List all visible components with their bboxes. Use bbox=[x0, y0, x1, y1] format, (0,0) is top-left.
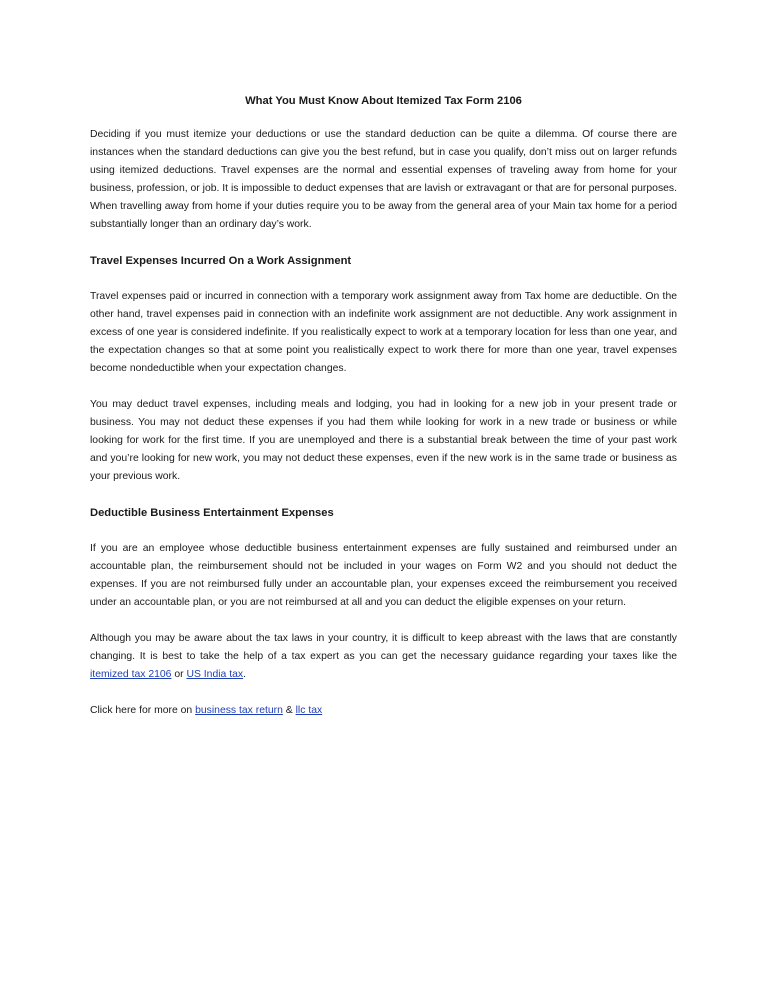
llc-tax-link[interactable]: llc tax bbox=[295, 705, 323, 716]
entertainment-expenses-paragraph-1: If you are an employee whose deductible business entertainment expenses are fully sustained and reimbursed under an accountable plan, the reimbursement should not be included in your wages on Form W2 and you should not deduct the expenses. If you are not reimbursed fully under an accountable plan, your expenses exceed the reimbursement you received under an accountable plan, or you are not reimbursed at all and you can deduct the eligible expenses on your return. bbox=[90, 543, 677, 608]
paragraph-text-between: or bbox=[171, 669, 187, 680]
document-title: What You Must Know About Itemized Tax Form 2106 bbox=[245, 95, 522, 107]
paragraph-text-end: . bbox=[243, 669, 246, 680]
intro-paragraph: Deciding if you must itemize your deductions or use the standard deduction can be quite a dilemma. Of course there are instances when the standard deductions can give you the best refund, but in case you qualify, don’t miss out on larger refunds using itemized deductions. Travel expenses are the normal and essential expenses of traveling away from home for your business, profession, or job. It is impossible to deduct expenses that are lavish or extravagant or that are for personal purposes. When travelling away from home if your duties require you to be away from the general area of your Main tax home for a period substantially longer than an ordinary day’s work. bbox=[90, 129, 677, 230]
more-info-between: & bbox=[282, 705, 296, 716]
business-tax-return-link[interactable]: business tax return bbox=[195, 705, 283, 716]
section-heading-entertainment-expenses: Deductible Business Entertainment Expenses bbox=[90, 507, 334, 519]
travel-expenses-paragraph-1: Travel expenses paid or incurred in connection with a temporary work assignment away from Tax home are deductible. On the other hand, travel expenses paid in connection with an indefinite work assignment are not deductible. Any work assignment in excess of one year is considered indefinite. If you realistically expect to work at a temporary location for less than one year, and the expectation changes so that at some point you realistically expect to work there for more than one year, travel expenses become nondeductible when your expectation changes. bbox=[90, 291, 677, 374]
paragraph-text: Although you may be aware about the tax laws in your country, it is difficult to keep abreast with the laws that are constantly changing. It is best to take the help of a tax expert as you can get the necessary guidance regarding your taxes like the bbox=[90, 633, 677, 662]
more-info-text: Click here for more on bbox=[90, 705, 196, 716]
entertainment-expenses-paragraph-2 bbox=[90, 630, 677, 684]
section-heading-travel-expenses: Travel Expenses Incurred On a Work Assignment bbox=[90, 255, 352, 267]
itemized-tax-2106-link[interactable]: itemized tax 2106 bbox=[90, 669, 172, 680]
travel-expenses-paragraph-2: You may deduct travel expenses, including meals and lodging, you had in looking for a new job in your present trade or business. You may not deduct these expenses if you had them while looking for work in a new trade or business or while looking for work for the first time. If you are unemployed and there is a substantial break between the time of your past work and you’re looking for new work, you may not deduct these expenses, even if the new work is in the same trade or business as your previous work. bbox=[90, 399, 677, 482]
document-page bbox=[90, 92, 677, 720]
more-info-line bbox=[90, 702, 677, 720]
us-india-tax-link[interactable]: US India tax bbox=[186, 669, 244, 680]
